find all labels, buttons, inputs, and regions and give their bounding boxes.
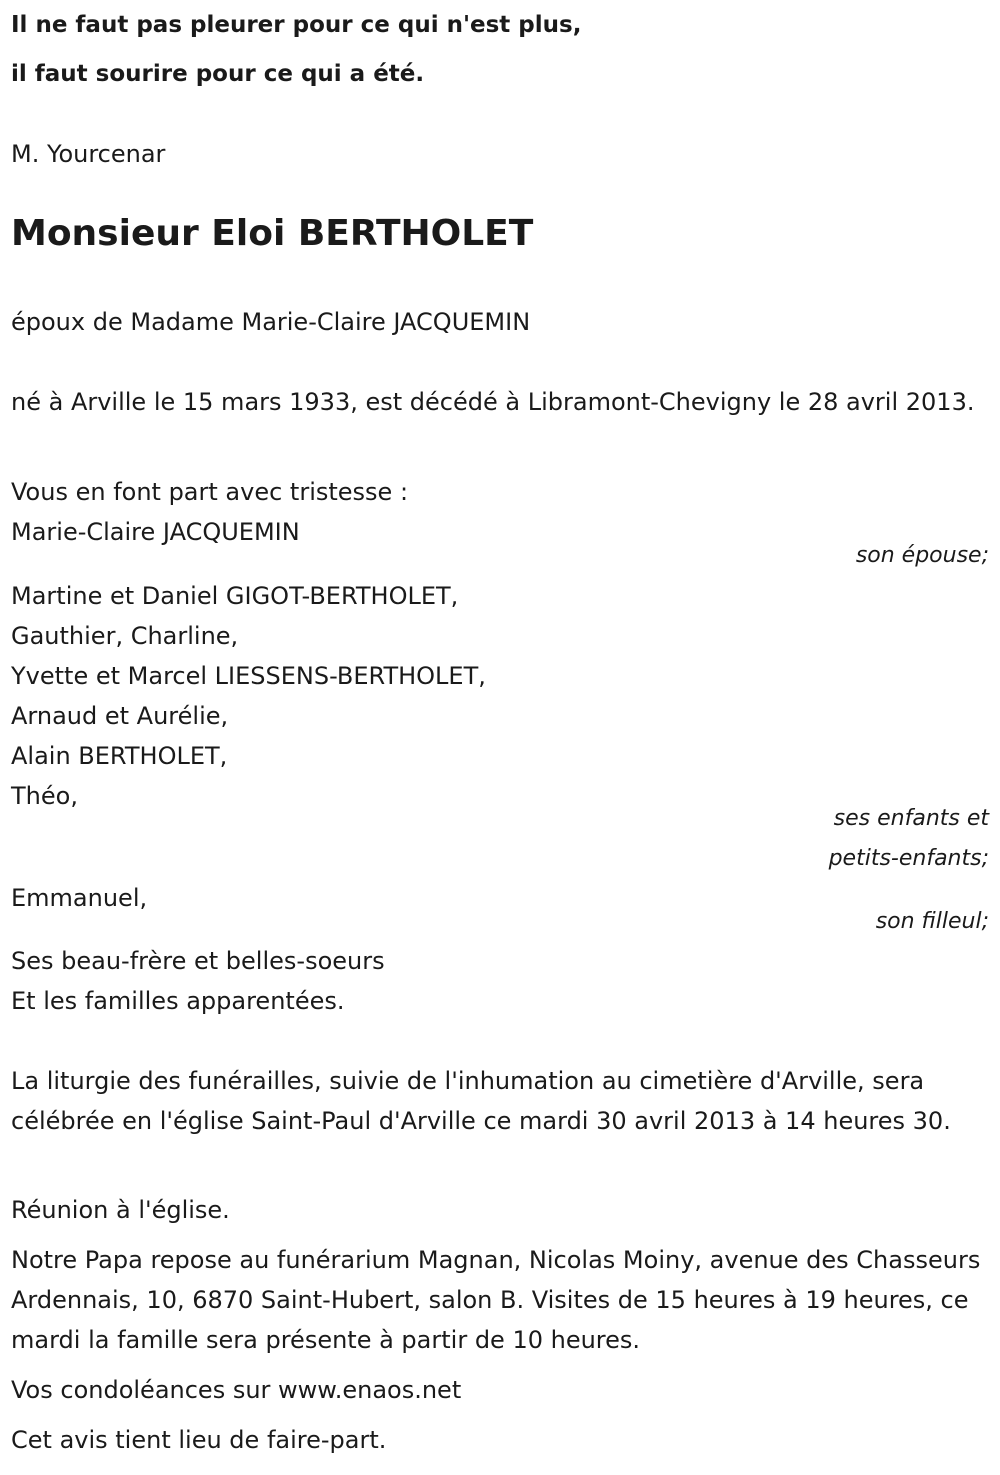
notice-line: Cet avis tient lieu de faire-part. [11, 1426, 387, 1454]
spouse-line: époux de Madame Marie-Claire JACQUEMIN [11, 308, 531, 336]
child-entry: Gauthier, Charline, [11, 622, 239, 650]
in-laws-line: Ses beau-frère et belles-soeurs [11, 947, 385, 975]
child-entry: Yvette et Marcel LIESSENS-BERTHOLET, [11, 662, 486, 690]
spouse-name: Marie-Claire JACQUEMIN [11, 518, 300, 546]
children-role-line-1: ses enfants et [833, 806, 989, 831]
quote-line-1: Il ne faut pas pleurer pour ce qui n'est plus, [11, 12, 582, 38]
child-entry: Alain BERTHOLET, [11, 742, 228, 770]
funerarium-paragraph: Notre Papa repose au funérarium Magnan, Nicolas Moiny, avenue des Chasseurs Ardennais, 10, 6870 Saint-Hubert, salon B. Visites de 15 heures à 19 heures, ce mardi la famille sera présente à partir de 10 heures. [11, 1246, 981, 1354]
birth-death-statement: né à Arville le 15 mars 1933, est décédé à Libramont-Chevigny le 28 avril 2013. [11, 388, 975, 416]
family-intro: Vous en font part avec tristesse : [11, 478, 409, 506]
child-entry: Théo, [11, 782, 78, 810]
child-entry: Martine et Daniel GIGOT-BERTHOLET, [11, 582, 459, 610]
deceased-name: Monsieur Eloi BERTHOLET [11, 213, 534, 254]
spouse-role: son épouse; [855, 543, 989, 568]
child-entry: Arnaud et Aurélie, [11, 702, 229, 730]
quote-author: M. Yourcenar [11, 140, 166, 168]
quote-line-2: il faut sourire pour ce qui a été. [11, 61, 425, 87]
relatives-line: Et les familles apparentées. [11, 987, 345, 1015]
condolences-line: Vos condoléances sur www.enaos.net [11, 1376, 462, 1404]
meeting-line: Réunion à l'église. [11, 1196, 230, 1224]
godson-name: Emmanuel, [11, 884, 148, 912]
children-role-line-2: petits-enfants; [828, 846, 989, 871]
godson-role: son filleul; [875, 909, 989, 934]
liturgy-paragraph: La liturgie des funérailles, suivie de l'inhumation au cimetière d'Arville, sera célébrée en l'église Saint-Paul d'Arville ce mardi 30 avril 2013 à 14 heures 30. [11, 1067, 951, 1135]
